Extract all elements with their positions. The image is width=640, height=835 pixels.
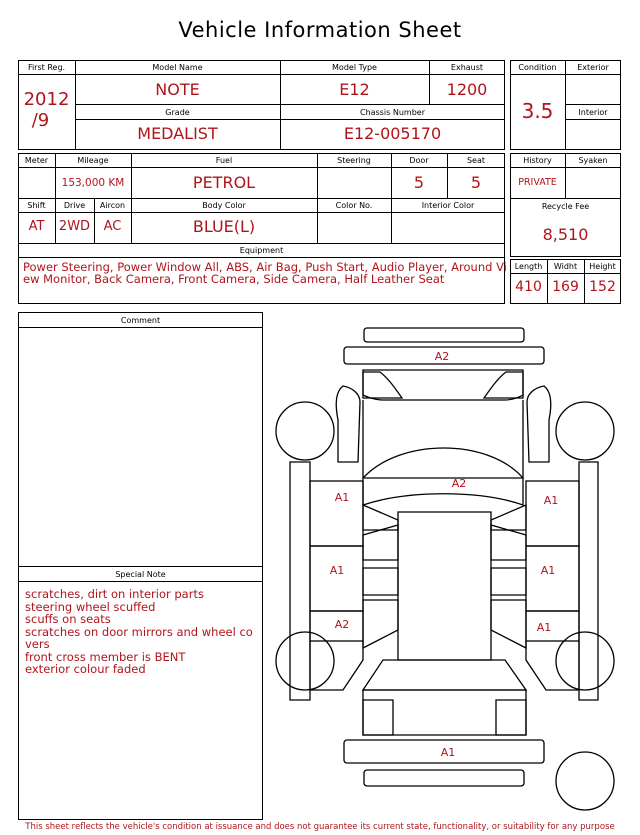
divider (510, 198, 621, 199)
damage-right-front-fender: A1 (543, 494, 559, 507)
divider (18, 198, 505, 199)
page-title: Vehicle Information Sheet (178, 18, 462, 42)
history-value: PRIVATE (518, 177, 557, 188)
condition-label: Condition (518, 63, 557, 72)
right-window-rear (491, 568, 526, 595)
grade-label: Grade (165, 108, 190, 117)
syaken-label: Syaken (578, 156, 608, 165)
damage-hood: A2 (451, 477, 467, 490)
model-name-value: NOTE (155, 80, 200, 99)
equipment-line-2: ew Monitor, Back Camera, Front Camera, Side Camera, Half Leather Seat (23, 272, 445, 286)
wheel-spare (556, 752, 614, 810)
first-reg-year: 2012 (23, 89, 70, 110)
steering-label: Steering (337, 156, 371, 165)
damage-left-front-door: A1 (329, 564, 345, 577)
body-color-label: Body Color (202, 201, 246, 210)
hood (363, 400, 523, 478)
wheel-rear-right (556, 632, 614, 690)
body-color-value: BLUE(L) (192, 217, 256, 236)
model-type-label: Model Type (332, 63, 377, 72)
seat-value: 5 (470, 173, 482, 192)
drive-label: Drive (63, 201, 86, 210)
equipment-line-1: Power Steering, Power Window All, ABS, Air Bag, Push Start, Audio Player, Around Vi (23, 260, 507, 274)
divider (18, 257, 505, 258)
wheel-front-left (276, 402, 334, 460)
exhaust-label: Exhaust (450, 63, 484, 72)
divider (18, 566, 263, 567)
divider (75, 104, 505, 105)
mileage-value: 153,000 KM (61, 177, 125, 189)
color-no-label: Color No. (335, 201, 373, 210)
divider (18, 212, 505, 213)
exterior-label: Exterior (577, 63, 609, 72)
divider (18, 167, 505, 168)
damage-left-front-fender: A1 (334, 491, 350, 504)
door-value: 5 (413, 173, 425, 192)
shift-value: AT (28, 219, 45, 234)
car-damage-diagram (270, 320, 630, 820)
model-name-label: Model Name (152, 63, 203, 72)
headlight-left (363, 372, 402, 398)
first-reg-label: First Reg. (27, 63, 66, 72)
comment-label: Comment (120, 316, 161, 325)
divider (565, 104, 621, 105)
height-label: Height (589, 262, 616, 271)
chassis-number-label: Chassis Number (360, 108, 425, 117)
width-value: 169 (552, 279, 579, 295)
windshield (363, 448, 523, 505)
exhaust-value: 1200 (446, 80, 488, 99)
divider (565, 119, 621, 120)
special-note-line-6: front cross member is BENT (25, 649, 186, 664)
taillight-right (496, 700, 526, 735)
special-note-line-4: scratches on door mirrors and wheel co (25, 624, 253, 639)
footer-disclaimer: This sheet reflects the vehicle's condition at issuance and does not guarantee its current state, functionality, or suitability for any purpose (25, 822, 615, 832)
headlight-right (484, 372, 523, 398)
divider (510, 273, 621, 274)
length-label: Length (514, 262, 543, 271)
drive-value: 2WD (58, 219, 91, 234)
interior-label: Interior (578, 108, 608, 117)
left-rear-quarter (310, 641, 363, 690)
grade-value: MEDALIST (137, 124, 218, 143)
history-label: History (523, 156, 552, 165)
length-value: 410 (515, 279, 542, 295)
right-window-back (491, 600, 526, 648)
shift-label: Shift (27, 201, 46, 210)
interior-color-label: Interior Color (421, 201, 475, 210)
rear-bumper-strip (364, 770, 524, 786)
mileage-label: Mileage (77, 156, 109, 165)
damage-right-front-door: A1 (540, 564, 556, 577)
divider (18, 581, 263, 582)
right-outer-panel (527, 386, 551, 462)
wheel-front-right (556, 402, 614, 460)
height-value: 152 (589, 279, 616, 295)
first-reg-month: /9 (31, 110, 50, 131)
divider (18, 327, 263, 328)
fuel-value: PETROL (192, 173, 256, 192)
damage-left-rear-door: A2 (334, 618, 350, 631)
front-bumper-strip (364, 328, 524, 342)
divider (565, 60, 566, 150)
special-note-line-2: steering wheel scuffed (25, 599, 156, 614)
roof (398, 512, 491, 660)
fuel-label: Fuel (215, 156, 233, 165)
divider (75, 119, 505, 120)
taillight-left (363, 700, 393, 735)
chassis-number-value: E12-005170 (343, 124, 442, 143)
left-body-line (290, 462, 310, 700)
equipment-label: Equipment (239, 246, 284, 255)
door-label: Door (409, 156, 429, 165)
wheel-rear-left (276, 632, 334, 690)
aircon-value: AC (103, 219, 122, 234)
left-window-rear (363, 568, 398, 595)
model-type-value: E12 (339, 80, 370, 99)
damage-front: A2 (434, 350, 450, 363)
right-front-fender-panel (526, 481, 579, 546)
aircon-label: Aircon (99, 201, 126, 210)
condition-value: 3.5 (521, 99, 554, 123)
rear-body (363, 690, 526, 735)
damage-rear: A1 (440, 746, 456, 759)
right-rear-quarter (526, 641, 579, 690)
left-front-door-panel (310, 546, 363, 611)
right-body-line (579, 462, 598, 700)
recycle-fee-label: Recycle Fee (541, 202, 590, 211)
left-outer-panel (336, 386, 360, 462)
special-note-line-7: exterior colour faded (25, 662, 146, 676)
meter-label: Meter (24, 156, 49, 165)
rear-window (363, 660, 526, 690)
width-label: Widht (553, 262, 578, 271)
left-window-back (363, 600, 398, 648)
divider (18, 74, 505, 75)
special-note-line-5: vers (25, 637, 50, 651)
damage-right-rear-door: A1 (536, 621, 552, 634)
divider (391, 153, 392, 243)
right-front-door-panel (526, 546, 579, 611)
special-note-line-1: scratches, dirt on interior parts (25, 587, 204, 601)
special-note-line-3: scuffs on seats (25, 612, 111, 626)
seat-label: Seat (466, 156, 486, 165)
right-rear-door-panel (526, 611, 579, 641)
recycle-fee-value: 8,510 (542, 225, 589, 244)
special-note-label: Special Note (115, 570, 166, 579)
body-front-outline (363, 370, 523, 400)
divider (18, 243, 505, 244)
